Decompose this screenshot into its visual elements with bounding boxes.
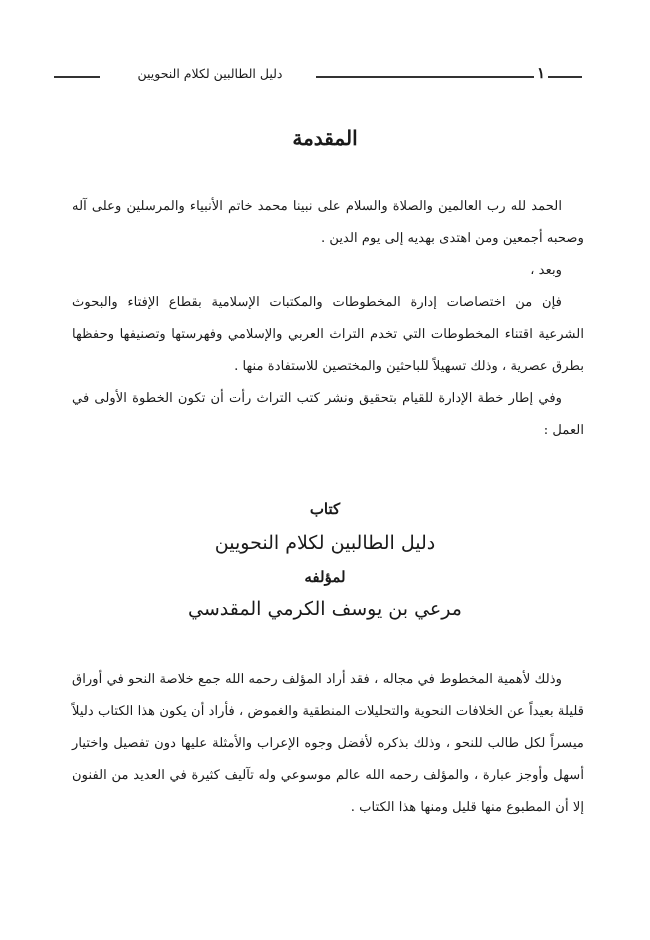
book-label: كتاب	[309, 500, 341, 518]
intro-paragraph-2: وبعد ،	[530, 263, 562, 278]
author-name: مرعي بن يوسف الكرمي المقدسي	[188, 598, 462, 620]
intro-paragraph-4: وفي إطار خطة الإدارة للقيام بتحقيق ونشر كتب التراث رأت أن تكون الخطوة الأولى في العمل :	[72, 391, 584, 438]
intro-paragraph-1: الحمد لله رب العالمين والصلاة والسلام على نبينا محمد خاتم الأنبياء والمرسلين وعلى آله وصحبه أجمعين ومن اهتدى بهديه إلى يوم الدين .	[72, 199, 584, 246]
running-title: دليل الطالبين لكلام النحويين	[137, 66, 283, 81]
page-header	[54, 64, 582, 88]
body-paragraph-1: وذلك لأهمية المخطوط في مجاله ، فقد أراد المؤلف رحمه الله جمع خلاصة النحو في أوراق قليلة بعيداً عن الخلافات النحوية والتحليلات المنطقية والغموض ، فأراد أن يكون هذا الكتاب دليلاً ميسراً لكل طالب للنحو ، وذلك بذكره لأفضل وجوه الإعراب والأمثلة عليها دون تفصيل واختيار أسهل وأوجز عبارة ، والمؤلف رحمه الله عالم موسوعي وله تآليف كثيرة في العديد من الفنون إلا أن المطبوع منها قليل ومنها هذا الكتاب .	[72, 672, 584, 815]
header-rule-right	[548, 76, 582, 78]
intro-paragraph-3: فإن من اختصاصات إدارة المخطوطات والمكتبات الإسلامية بقطاع الإفتاء والبحوث الشرعية اقتناء المخطوطات التي تخدم التراث العربي والإسلامي وفهرستها وتصنيفها وحفظها بطرق عصرية ، وذلك تسهيلاً للباحثين والمختصين للاستفادة منها .	[72, 295, 584, 374]
body-text	[72, 664, 584, 824]
intro-text	[72, 191, 584, 447]
header-rule-left	[54, 76, 100, 78]
author-label: لمؤلفه	[304, 568, 346, 586]
intro-heading: المقدمة	[292, 126, 358, 150]
header-rule-middle	[316, 76, 534, 78]
book-title: دليل الطالبين لكلام النحويين	[214, 532, 436, 554]
page-number: ١	[536, 64, 546, 82]
